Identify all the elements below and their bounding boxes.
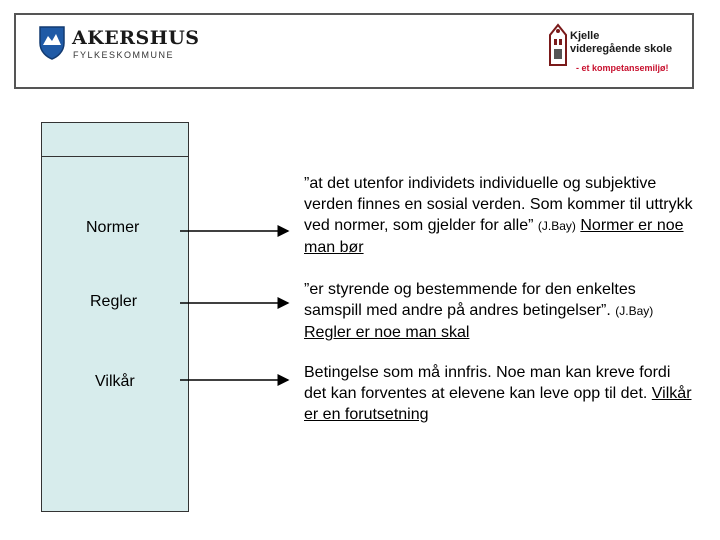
school-name-line2: videregående skole <box>570 43 673 55</box>
description-normer <box>304 173 694 258</box>
description-vilkar <box>304 362 694 425</box>
description-regler-text: ”er styrende og bestemmende for den enkeltes samspill med andre på andres betingelser”. <box>304 281 636 319</box>
summary-vilkar: Vilkår er en forutsetning <box>304 385 692 423</box>
term-vilkar: Vilkår <box>95 373 135 390</box>
citation-normer: (J.Bay) <box>537 219 576 233</box>
school-name-line1: Kjelle <box>570 30 600 42</box>
logo-subtitle: FYLKESKOMMUNE <box>73 50 175 60</box>
summary-normer: Normer er noe man bør <box>304 217 684 256</box>
term-normer: Normer <box>86 219 140 236</box>
citation-regler: (J.Bay) <box>615 304 654 318</box>
description-normer-text: ”at det utenfor individets individuelle og subjektive verden finnes en sosial verden. Som kommer til uttrykk ved normer, som gjelder for alle” <box>304 175 693 234</box>
description-regler <box>304 279 694 343</box>
logo-name: AKERSHUS <box>72 27 200 49</box>
description-vilkar-text: Betingelse som må innfris. Noe man kan kreve fordi det kan forventes at elevene kan leve opp til det. <box>304 364 671 402</box>
term-regler: Regler <box>90 293 138 310</box>
school-slogan: - et kompetansemiljø! <box>576 63 669 73</box>
summary-regler: Regler er noe man skal <box>304 324 470 341</box>
